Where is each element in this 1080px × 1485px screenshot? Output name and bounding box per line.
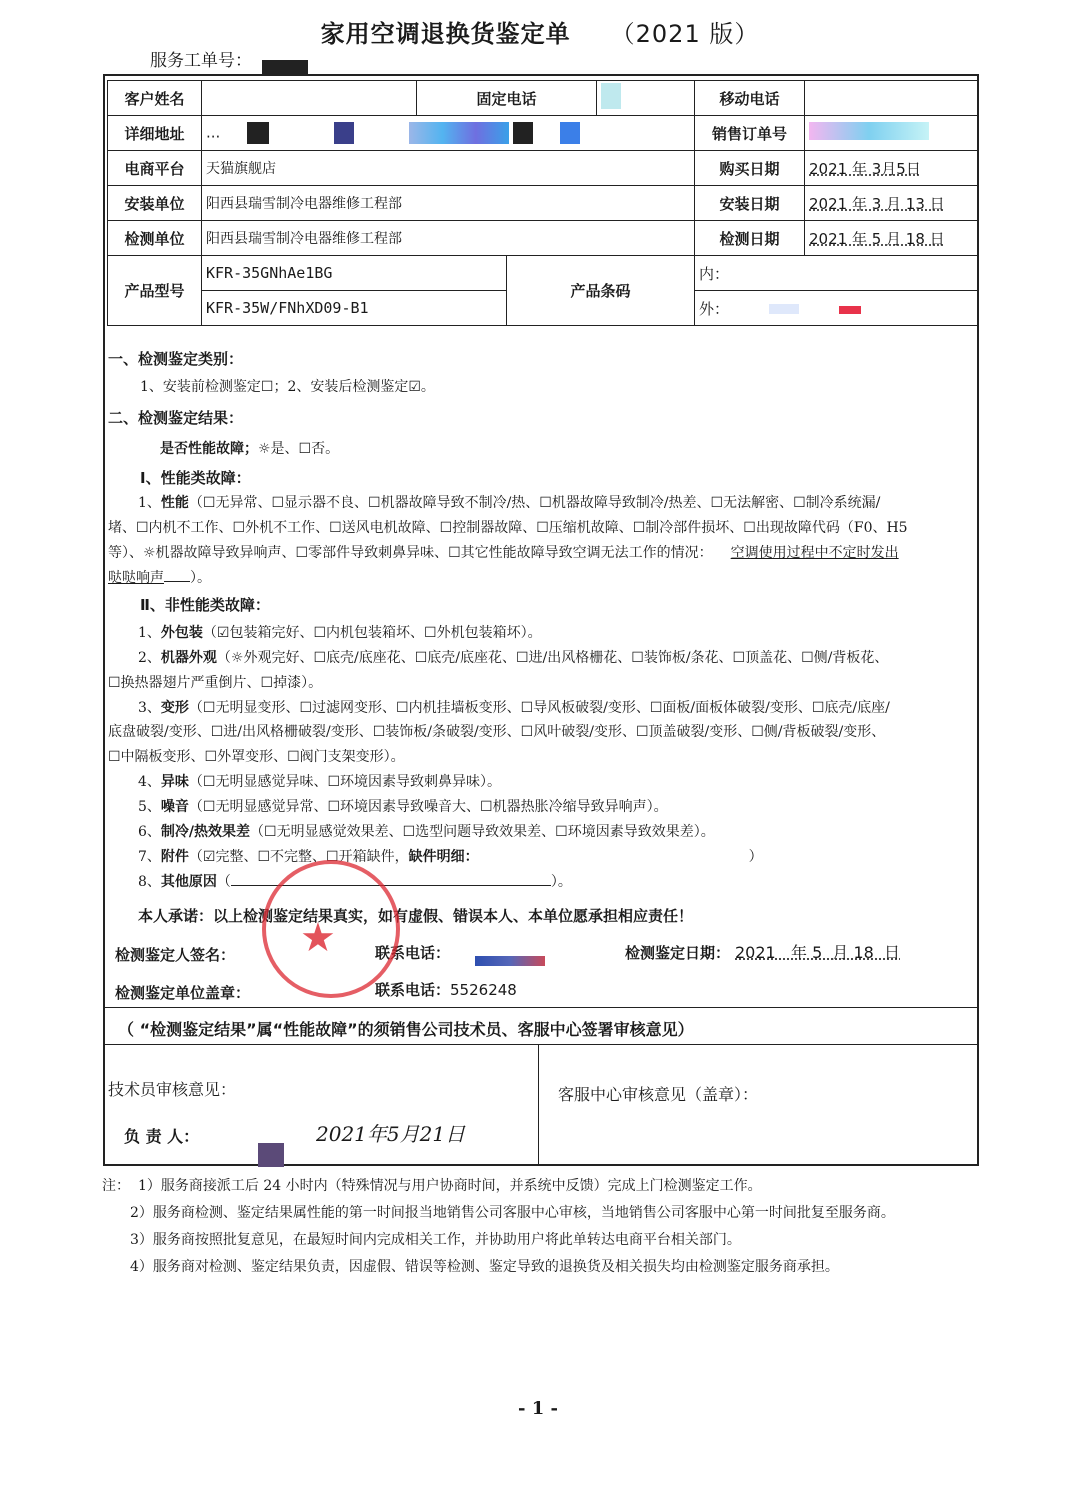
order-no-value (805, 116, 978, 151)
address-label: 详细地址 (108, 116, 202, 151)
install-date-label: 安装日期 (695, 186, 805, 221)
leader-label: 负 责 人： (124, 1127, 200, 1146)
barcode-out (695, 291, 978, 326)
platform-value: 天猫旗舰店 (202, 151, 695, 186)
cs-review-label: 客服中心审核意见（盖章）： (558, 1085, 759, 1104)
c2-item-4: 4、异味（☐无明显感觉异味、☐环境因素导致刺鼻异味）。 (138, 774, 502, 790)
category-2-title: Ⅱ、非性能类故障： (140, 596, 270, 614)
test-date-label: 检测日期 (695, 221, 805, 256)
address-value (202, 116, 695, 151)
c2-item-8: 8、其他原因（ ）。 (138, 874, 572, 890)
redacted-service-no (262, 60, 308, 74)
barcode-out-label: 外： (699, 299, 730, 318)
service-no-label: 服务工单号： (150, 51, 252, 71)
info-table (107, 80, 978, 326)
customer-name-label: 客户姓名 (108, 81, 202, 116)
c1-line-4: 哒哒响声 ）。 (108, 570, 211, 586)
perf-q-label: 是否性能故障； (160, 441, 258, 457)
divider-review-vertical (538, 1044, 539, 1166)
divider-review-top (104, 1007, 978, 1008)
test-unit-value: 阳西县瑞雪制冷电器维修工程部 (202, 221, 695, 256)
row-model-1 (108, 256, 978, 291)
purchase-date-value: 2021 年 3月5日 (805, 151, 978, 186)
test-date-value: 2021 年 5 月 18 日 (805, 221, 978, 256)
review-header: （ “检测鉴定结果”属“性能故障”的须销售公司技术员、客服中心签署审核意见） (118, 1020, 694, 1039)
c2-item-2-cont: ☐换热器翅片严重倒片、☐掉漆）。 (108, 675, 323, 691)
title-text: 家用空调退换货鉴定单 (320, 20, 571, 48)
purchase-date-label: 购买日期 (695, 151, 805, 186)
c2-item-3-cont-1: 底盘破裂/变形、☐进/出风格栅破裂/变形、☐装饰板/条破裂/变形、☐风叶破裂/变形、☐顶盖破裂/变形、☐侧/背板破裂/变形、 (108, 724, 886, 740)
row-install (108, 186, 978, 221)
redacted-contact (475, 956, 545, 966)
order-no-label: 销售订单号 (695, 116, 805, 151)
model-indoor: KFR-35GNhAe1BG (202, 256, 507, 291)
barcode-label: 产品条码 (507, 256, 695, 326)
note-4: 4）服务商对检测、鉴定结果负责，因虚假、错误等检测、鉴定导致的退换货及相关损失均由检测鉴定服务商承担。 (130, 1259, 839, 1275)
category-1-title: Ⅰ、性能类故障： (140, 469, 251, 487)
performance-question (160, 438, 339, 458)
mobile-value (805, 81, 978, 116)
redacted-leader-sign (258, 1143, 284, 1167)
leader-date-handwritten: 2021年5月21日 (316, 1122, 466, 1146)
c1-line-2: 堵、☐内机不工作、☐外机不工作、☐送风电机故障、☐控制器故障、☐压缩机故障、☐制冷部件损坏、☐出现故障代码（F0、H5 (108, 520, 908, 536)
c2-item-7: 7、附件（☑完整、☐不完整、☐开箱缺件，缺件明细： ） (138, 849, 763, 865)
install-unit-value: 阳西县瑞雪制冷电器维修工程部 (202, 186, 695, 221)
section-2-title: 二、检测鉴定结果： (108, 409, 244, 427)
seal-star-icon: ★ (300, 915, 336, 961)
row-test (108, 221, 978, 256)
model-label: 产品型号 (108, 256, 202, 326)
note-3: 3）服务商按照批复意见，在最短时间内完成相关工作，并协助用户将此单转达电商平台相关部门。 (130, 1232, 741, 1248)
barcode-in-label: 内： (699, 264, 730, 283)
divider-review-header (104, 1044, 978, 1045)
fixed-phone-label: 固定电话 (417, 81, 597, 116)
fixed-phone-value (597, 81, 695, 116)
mobile-label: 移动电话 (695, 81, 805, 116)
c2-item-3: 3、变形（☐无明显变形、☐过滤网变形、☐内机挂墙板变形、☐导风板破裂/变形、☐面板/面板体破裂/变形、☐底壳/底座/ (138, 700, 890, 716)
test-unit-label: 检测单位 (108, 221, 202, 256)
c2-item-5: 5、噪音（☐无明显感觉异常、☐环境因素导致噪音大、☐机器热胀冷缩导致异响声）。 (138, 799, 668, 815)
inspector-sign-label: 检测鉴定人签名： (115, 946, 236, 964)
platform-label: 电商平台 (108, 151, 202, 186)
section-1-title: 一、检测鉴定类别： (108, 350, 244, 368)
c2-item-2: 2、机器外观（☼外观完好、☐底壳/底座花、☐底壳/底座花、☐进/出风格栅花、☐装饰板/条花、☐顶盖花、☐侧/背板花、 (138, 650, 889, 666)
contact-label: 联系电话： (375, 944, 451, 962)
customer-name-value (202, 81, 417, 116)
c1-line-1: 1、性能（☐无异常、☐显示器不良、☐机器故障导致不制冷/热、☐机器故障导致制冷/热差、☐无法解密、☐制冷系统漏/ (138, 495, 881, 511)
address-prefix: ... (206, 123, 221, 142)
section-1-line: 1、安装前检测鉴定☐；2、安装后检测鉴定☑。 (140, 379, 435, 395)
note-1: 注： 1）服务商接派工后 24 小时内（特殊情况与用户协商时间，并系统中反馈）完成上门检测鉴定工作。 (102, 1178, 762, 1194)
model-outdoor: KFR-35W/FNhXD09-B1 (202, 291, 507, 326)
title-version: （2021 版） (610, 20, 760, 48)
note-2: 2）服务商检测、鉴定结果属性能的第一时间报当地销售公司客服中心审核，当地销售公司客服中心第一时间批复至服务商。 (130, 1205, 895, 1221)
contact2-label: 联系电话：5526248 (375, 981, 517, 999)
promise-text: 本人承诺：以上检测鉴定结果真实，如有虚假、错误本人、本单位愿承担相应责任！ (138, 907, 694, 925)
row-platform (108, 151, 978, 186)
c1-line-3: 等）、☼机器故障导致异响声、☐零部件导致刺鼻异味、☐其它性能故障导致空调无法工作的情况： 空调使用过程中不定时发出 (108, 545, 899, 561)
unit-seal-label: 检测鉴定单位盖章： (115, 984, 251, 1002)
row-customer (108, 81, 978, 116)
row-address (108, 116, 978, 151)
tech-review-label: 技术员审核意见： (108, 1080, 237, 1099)
inspection-date-label: 检测鉴定日期： (625, 944, 731, 962)
page-number: - 1 - (518, 1398, 558, 1419)
inspection-date-value: 2021 年 5 月 18 日 (735, 943, 901, 962)
c2-item-3-cont-2: ☐中隔板变形、☐外罩变形、☐阀门支架变形）。 (108, 749, 405, 765)
barcode-in (695, 256, 978, 291)
notes-block (102, 1175, 895, 1276)
c2-item-1: 1、外包装（☑包装箱完好、☐内机包装箱坏、☐外机包装箱坏）。 (138, 625, 542, 641)
perf-q-options: ☼是、☐否。 (258, 441, 340, 457)
install-date-value: 2021 年 3 月 13 日 (805, 186, 978, 221)
install-unit-label: 安装单位 (108, 186, 202, 221)
page-title (0, 14, 1080, 49)
c2-item-6: 6、制冷/热效果差（☐无明显感觉效果差、☐选型问题导致效果差、☐环境因素导致效果差）。 (138, 824, 715, 840)
